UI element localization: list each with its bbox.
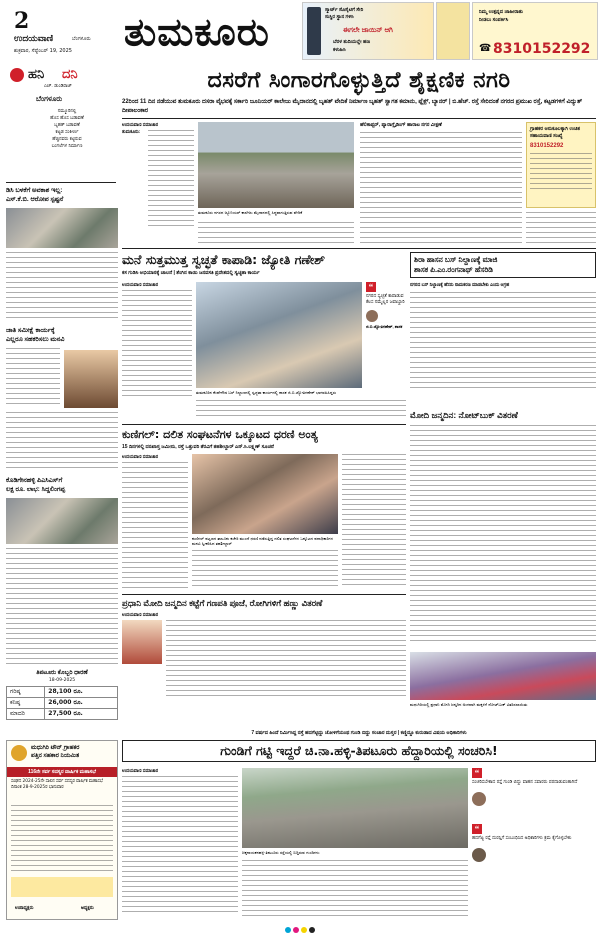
ad-body <box>11 805 113 875</box>
brief-headline: ಎಸ್.ಕೆ.ಬಿ. ಆರೋಪ ಸ್ಪಷ್ಟನೆ <box>6 196 64 203</box>
row-label: ಗರಿಷ್ಠ <box>7 687 45 698</box>
brief-2-body <box>6 348 60 408</box>
quote-icon: “ <box>472 824 482 834</box>
story-body-3 <box>192 550 338 588</box>
story-byline: ಉದಯವಾಣಿ ಸಮಾಚಾರ <box>122 454 159 459</box>
story-body <box>410 425 596 645</box>
story-quotes <box>472 768 596 918</box>
row-value: 27,500 ರೂ. <box>45 709 118 720</box>
phone-graphic <box>307 7 321 55</box>
story-deck: ನಗರದ ಬಸ್ ನಿಲ್ದಾಣಕ್ಕೆ ಹೆಸರು ನಾಮಕರಣ ಮಾಡಬೇಕು ಎಂದು ಆಗ್ರಹ <box>410 282 510 287</box>
lead-body-col-1 <box>148 130 194 230</box>
story-byline: ಉದಯವಾಣಿ ಸಮಾಚಾರ <box>122 612 159 617</box>
story-byline: ಉದಯವಾಣಿ ಸಮಾಚಾರ <box>122 282 159 287</box>
lead-photo-caption: ತುಮಕೂರು ನಗರದ ಜ್ಯೂನಿಯರ್ ಕಾಲೇಜು ಮೈದಾನದಲ್ಲಿ ಸಿದ್ಧವಾಗುತ್ತಿರುವ ವೇದಿಕೆ <box>198 210 303 215</box>
ad-title: ಮಧುಗಿರಿ ಟೌನ್ ಗ್ರಾಹಕರ <box>31 745 80 751</box>
story-kunigal <box>122 428 406 588</box>
ad-line: ಕಳುಹಿಸಿ <box>333 47 346 53</box>
brief-3 <box>6 476 118 494</box>
poem-title: ಬೆಂಗಳೂರು <box>36 96 63 103</box>
story-headline: ಕುಣಿಗಲ್: ದಲಿತ ಸಂಘಟನೆಗಳ ಒಕ್ಕೂಟದ ಧರಣಿ ಅಂತ್ಯ <box>122 428 318 441</box>
ad-title: ಪತ್ತಿನ ಸಹಕಾರ ನಿಯಮಿತ <box>31 753 80 759</box>
lead-deck: 22ರಿಂದ 11 ದಿನ ನಡೆಯುವ ತುಮಕೂರು ದಸರಾ ವೈಭವಕ್ಕೆ ಸರ್ಕಾರಿ ಜೂನಿಯರ್ ಕಾಲೇಜು ಮೈದಾನದಲ್ಲಿ ಬೃಹತ್ ವೇದಿಕೆ ನಿರ್ಮಾಣ ಬೃಹತ್ ಸ್ವಾಗತ ಕಮಾನು, ಫ್ಲೆಕ್ಸ್, ಬ್ಯಾನರ್ | ಬಿ.ಹೆಚ್. ರಸ್ತೆ ಸೇರಿದಂತೆ ನಗರದ ಪ್ರಮುಖ ರಸ್ತೆ, ಕಟ್ಟಡಗಳಿಗೆ ವಿದ್ಯುತ್ ದೀಪಾಲಂಕಾರ <box>122 99 583 114</box>
table-row <box>7 687 118 698</box>
hani-dani-column <box>6 66 118 178</box>
story-photo <box>192 454 338 534</box>
brief-headline: ಎಲ್ಲರೂ ಸಹಕರಿಸಲು ಮನವಿ <box>6 336 65 343</box>
row-label: ಕನಿಷ್ಠ <box>7 698 45 709</box>
story-body-2 <box>342 454 406 588</box>
story-notebook <box>410 410 596 660</box>
divider <box>122 594 406 595</box>
lead-photo <box>198 122 354 208</box>
story-notebook-photo <box>410 652 596 700</box>
hani-dani-byline: ಎಚ್. ಡುಂಡಿರಾಜ್ <box>44 84 72 89</box>
market-date: 18-09-2025 <box>48 678 76 683</box>
edition-title: ತುಮಕೂರು <box>124 10 270 54</box>
story-headline-box <box>410 252 596 278</box>
registration-marks <box>80 918 520 926</box>
ad-logo <box>11 745 27 761</box>
brief-headline: ಲಕ್ಷ ರೂ. ಲಾಭ: ಸಿದ್ದಲಿಂಗಪ್ಪ <box>6 486 66 493</box>
lead-story <box>122 66 596 244</box>
brief-headline: ಜಾತಿ ಸಮೀಕ್ಷೆ ಕಾರ್ಯಕ್ಕೆ <box>6 327 55 334</box>
story-headline: ಮನೆ ಸುತ್ತಮುತ್ತ ಸ್ವಚ್ಛತೆ ಕಾಪಾಡಿ: ಜ್ಯೋತಿ ಗಣೇಶ್ <box>122 252 325 267</box>
story-headline: ಮೋದಿ ಜನ್ಮದಿನ: ನೋಟ್‌ಬುಕ್ ವಿತರಣೆ <box>410 410 518 420</box>
info-box-phone: 8310152292 <box>530 143 564 149</box>
quote-text: ನಗರದ ಸ್ವಚ್ಛತೆ ಕಾಪಾಡುವ ಕೆಲಸ ನಮ್ಮೆಲ್ಲರ ಜವಾಬ್ದಾರಿ <box>366 294 405 305</box>
story-photo-caption: ಕುಣಿಗಲ್ ಪಟ್ಟಣದ ತಾಲೂಕು ಕಚೇರಿ ಮುಂದೆ ಧರಣಿ ನಡೆಸುತ್ತಿದ್ದ ದಲಿತ ಸಂಘಟನೆಗಳ ಒಕ್ಕೂಟದ ಪದಾಧಿಕಾರಿಗಳ ಮನವಿ ಸ್ವೀಕರಿಸಿದ ತಹಶೀಲ್ದಾರ್ <box>192 536 334 546</box>
brief-3-body <box>6 548 118 664</box>
brief-1-body <box>6 252 118 322</box>
ad-note <box>11 877 113 897</box>
poem-line: ಹೊಸ ಹೊಸ ಬಡಾವಣೆ <box>50 116 84 121</box>
hani-icon <box>10 68 24 82</box>
story-photo <box>242 768 468 848</box>
table-row <box>7 709 118 720</box>
paper-name: ಉದಯವಾಣಿ <box>14 34 54 44</box>
ad-line: ನೀಡಲು ಸಂಪರ್ಕಿಸಿ <box>479 17 509 23</box>
lead-body-col-4 <box>526 212 596 244</box>
ad-line: ಸುಸ್ಥಿರ ಸ್ಥಾನ ಗಳಿಸಿ <box>325 14 354 20</box>
ad-line: ಬೆರಳ ತುದಿಯಲ್ಲೇ ಹಣ <box>333 39 371 45</box>
ad-signature: ಅಧ್ಯಕ್ಷರು <box>81 905 94 910</box>
story-body <box>166 620 406 696</box>
story-body <box>410 292 596 392</box>
quote-avatar <box>472 792 486 806</box>
ad-line: ನಿಮ್ಮ ಉತ್ಪನ್ನದ ಜಾಹೀರಾತು <box>479 9 523 15</box>
story-byline: ಉದಯವಾಣಿ ಸಮಾಚಾರ <box>122 768 159 773</box>
ad-phone: 8310152292 <box>493 41 591 57</box>
brief-3-photo <box>6 498 118 544</box>
hani-dani-title: ದನಿ <box>62 66 78 81</box>
story-photo-caption: ಮಧುಗಿರಿಯಲ್ಲಿ ಪ್ರಧಾನಿ ಮೋದಿ ಜನ್ಮದಿನ ಅಂಗವಾಗಿ ಮಕ್ಕಳಿಗೆ ನೋಟ್‌ಬುಕ್ ವಿತರಿಸಲಾಯಿತು <box>410 702 528 707</box>
story-headline: ಗುಂಡಿಗೆ ಗಟ್ಟಿ ಇದ್ದರೆ ಚಿ.ನಾ.ಹಳ್ಳಿ-ತಿಪಟೂರು ಹೆದ್ದಾರಿಯಲ್ಲಿ ಸಂಚರಿಸಿ! <box>220 743 498 758</box>
row-value: 28,100 ರೂ. <box>45 687 118 698</box>
poem-line: ಬಂಗಲೆಗಳ ನಿರ್ಮಾಣ <box>51 144 83 149</box>
lead-body-col-3 <box>360 132 522 244</box>
story-body-2 <box>196 400 406 420</box>
hani-dani-title: ಹನಿ <box>28 66 45 81</box>
story-deck: 15 ದಿನಗಳಲ್ಲಿ ದರಖಾಸ್ತ ಜಮೀನು, ರಸ್ತೆ ಒತ್ತುವರಿ ತೆರವಿಗೆ ತಹಶೀಲ್ದಾರ್ ಎನ್.ಸಿ.ಲಕ್ಷ್ಮಣ್ ಸೂಚನೆ <box>122 444 274 450</box>
info-box-text: ಗ್ರಾಹಕರ ಅನುಕೂಲಕ್ಕಾಗಿ ಉಚಿತ ಸಹಾಯವಾಣಿ ಸಂಖ್ಯೆ <box>530 126 581 139</box>
quote-text: ಸಂಚರಿಸಬೇಕಾದ ರಸ್ತೆ ಗುಂಡಿ ಬಿದ್ದು ವಾಹನ ಸವಾರರು ಪರದಾಡುವಂತಾಗಿದೆ <box>472 780 578 785</box>
story-headline: ಶಿರಾ ಹಾಸನ ಬಸ್ ನಿಲ್ದಾಣಕ್ಕೆ ಮಾಜಿ <box>414 255 498 264</box>
brief-2-photo <box>64 350 118 408</box>
info-box-lines <box>530 153 592 193</box>
brief-2 <box>6 326 118 344</box>
phone-icon: ☎ <box>479 43 492 54</box>
lead-byline: ಉದಯವಾಣಿ ಸಮಾಚಾರ <box>122 122 159 127</box>
lead-body-col-2 <box>198 222 354 244</box>
row-label: ಮಾದರಿ <box>7 709 45 720</box>
quote-icon: “ <box>366 282 376 292</box>
story-cleanliness <box>122 252 406 395</box>
ad-banner: 116ನೇ ಸರ್ವ ಸದಸ್ಯರ ವಾರ್ಷಿಕ ಮಹಾಸಭೆ <box>7 767 117 777</box>
bottom-headline-box <box>122 740 596 762</box>
story-photo-caption: ತುಮಕೂರಿನ ಕೆಂಪೇಗೌಡ ಬಸ್ ನಿಲ್ದಾಣದಲ್ಲಿ ಸ್ವಚ್ಛತಾ ಕಾರ್ಯದಲ್ಲಿ ಶಾಸಕ ಜಿ.ಬಿ.ಜ್ಯೋತಿಗಣೇಶ್ ಭಾಗವಹಿಸಿದ್ದರು <box>196 390 337 395</box>
ad-notice: ಸಂಘದ 2024-25ನೇ ಸಾಲಿನ ಸರ್ವ ಸದಸ್ಯರ ವಾರ್ಷಿಕ ಮಹಾಸಭೆ ದಿನಾಂಕ 28-9-2025ರ ಭಾನುವಾರ <box>11 779 103 790</box>
story-deck: ಕಸ ಗುಡಿಸಿ ಅಭಿಯಾನಕ್ಕೆ ಚಾಲನೆ | ತೆಂಗಿನ ಕಾಯಿ ಜನವಸತಿ ಪ್ರದೇಶದಲ್ಲಿ ಸ್ವಚ್ಛತಾ ಕಾರ್ಯ <box>122 270 260 276</box>
brief-2-body-2 <box>6 412 118 472</box>
divider <box>122 118 596 119</box>
poem-line: ಕಟ್ಟಡ ಸಂಕೀರ್ಣ <box>55 130 79 135</box>
story-headline: ಶಾಸಕ ಪಿ.ಎಂ.ರಂಗನಾಥ್ ಹೆಸರಿಡಿ <box>414 265 493 274</box>
lead-side-highlight: ಹೆಲಿಕಾಪ್ಟರ್, ಪ್ಯಾರಾಗ್ಲೈಡಿಂಗ್ ಹಾರಾಟ ನಗರ ವೀಕ್ಷಣೆ <box>360 122 442 128</box>
poem-line: ನಮ್ಮೂರಿನಲ್ಲಿ <box>57 109 77 114</box>
poem <box>22 108 112 150</box>
brief-1 <box>6 186 118 204</box>
divider <box>122 248 596 249</box>
market-rates <box>6 670 118 734</box>
masthead-date: ಶುಕ್ರವಾರ, ಸೆಪ್ಟೆಂಬರ್ 19, 2025 <box>14 48 72 54</box>
divider <box>122 424 406 425</box>
bottom-ad-cooperative <box>6 740 118 920</box>
top-ad-savings <box>302 2 434 60</box>
quote-text: ಹದಗೆಟ್ಟ ರಸ್ತೆ ದುರಸ್ತಿಗೆ ಸಂಬಂಧಿಸಿದ ಅಧಿಕಾರಿಗಳು ಕ್ರಮ ಕೈಗೊಳ್ಳಬೇಕು <box>472 836 572 841</box>
market-table <box>6 686 118 720</box>
lead-dateline: ತುಮಕೂರು: <box>122 129 141 134</box>
lead-info-box <box>526 122 596 208</box>
story-body <box>122 776 238 916</box>
story-bus-stand <box>410 252 596 408</box>
market-title: ತಿಪಟೂರು ಕೊಬ್ಬರಿ ಧಾರಣೆ <box>36 670 88 676</box>
ad-line: ಸ್ಮಾರ್ಟ್ ಸೊಸೈಟಿಗೆ ಸೇರಿ <box>325 7 364 13</box>
bottom-strip: 7 ವರ್ಷದ ಹಿಂದೆ ನಿರ್ಮಿಸಿದ್ದ ರಸ್ತೆ ಹದಗೆಟ್ಟಿದ್ದು ಜೋಳಿಗೆಯಂಥ ಗುಂಡಿ ಬಿದ್ದು ಸಂಚಾರ ದುಸ್ತರ | ಕಣ್ಣಿದ್ದೂ ಕುರುಡಾದ ವಿಷಯ ಅಧಿಕಾರಿಗಳು <box>251 730 467 736</box>
story-photo <box>196 282 362 388</box>
brief-headline: ಕೊಡಿಗೇನಹಳ್ಳಿ ಪಿಎಸಿಎಸ್‌ಗೆ <box>6 477 63 484</box>
quote-avatar <box>472 848 486 862</box>
masthead <box>0 0 600 64</box>
masthead-city: ಬೆಂಗಳೂರು <box>72 36 91 42</box>
top-ad-small <box>436 2 470 60</box>
quote-author: ಜಿ.ಬಿ.ಜ್ಯೋತಿಗಣೇಶ್, ಶಾಸಕ <box>366 324 403 329</box>
brief-headline: ಡಿಸಿ ಬಳಕೆಗೆ ಅವಕಾಶ ಇಲ್ಲ: <box>6 187 63 194</box>
story-quote <box>366 282 406 390</box>
quote-avatar <box>366 310 378 322</box>
poem-line: ಬೃಹತ್ ಬಡಾವಣೆ <box>54 123 80 128</box>
story-headline: ಪ್ರಧಾನಿ ಮೋದಿ ಜನ್ಮದಿನ ಕಟ್ಟೆಗೆ ಗಣಪತಿ ಪೂಜೆ, ರೋಗಿಗಳಿಗೆ ಹಣ್ಣು ವಿತರಣೆ <box>122 598 323 608</box>
row-value: 26,000 ರೂ. <box>45 698 118 709</box>
quote-icon: “ <box>472 768 482 778</box>
page-number: 2 <box>14 8 30 34</box>
poem-line: ಹೆಚ್ಚಿನವರು ಕಟ್ಟಿರುವ <box>52 137 82 142</box>
table-row <box>7 698 118 709</box>
story-body-2 <box>242 860 468 916</box>
story-photo-caption: ಚಿಕ್ಕನಾಯಕನಹಳ್ಳಿ-ತಿಪಟೂರು ರಸ್ತೆಯಲ್ಲಿ ಬಿದ್ದಿರುವ ಗುಂಡಿಗಳು <box>242 850 320 855</box>
lead-headline: ದಸರೆಗೆ ಸಿಂಗಾರಗೊಳ್ಳುತ್ತಿದೆ ಶೈಕ್ಷಣಿಕ ನಗರಿ <box>207 68 511 93</box>
story-photo <box>122 620 162 664</box>
top-ad-contact <box>472 2 598 60</box>
story-modi-birthday <box>122 598 406 698</box>
story-body <box>122 462 188 588</box>
story-body <box>122 290 192 400</box>
brief-1-photos <box>6 208 118 248</box>
ad-line: ಈಗಲೇ ಜಾಯಿನ್ ಆಗಿ <box>343 27 393 34</box>
ad-signature: ಉಪಾಧ್ಯಕ್ಷರು <box>15 905 34 910</box>
divider <box>6 182 116 183</box>
